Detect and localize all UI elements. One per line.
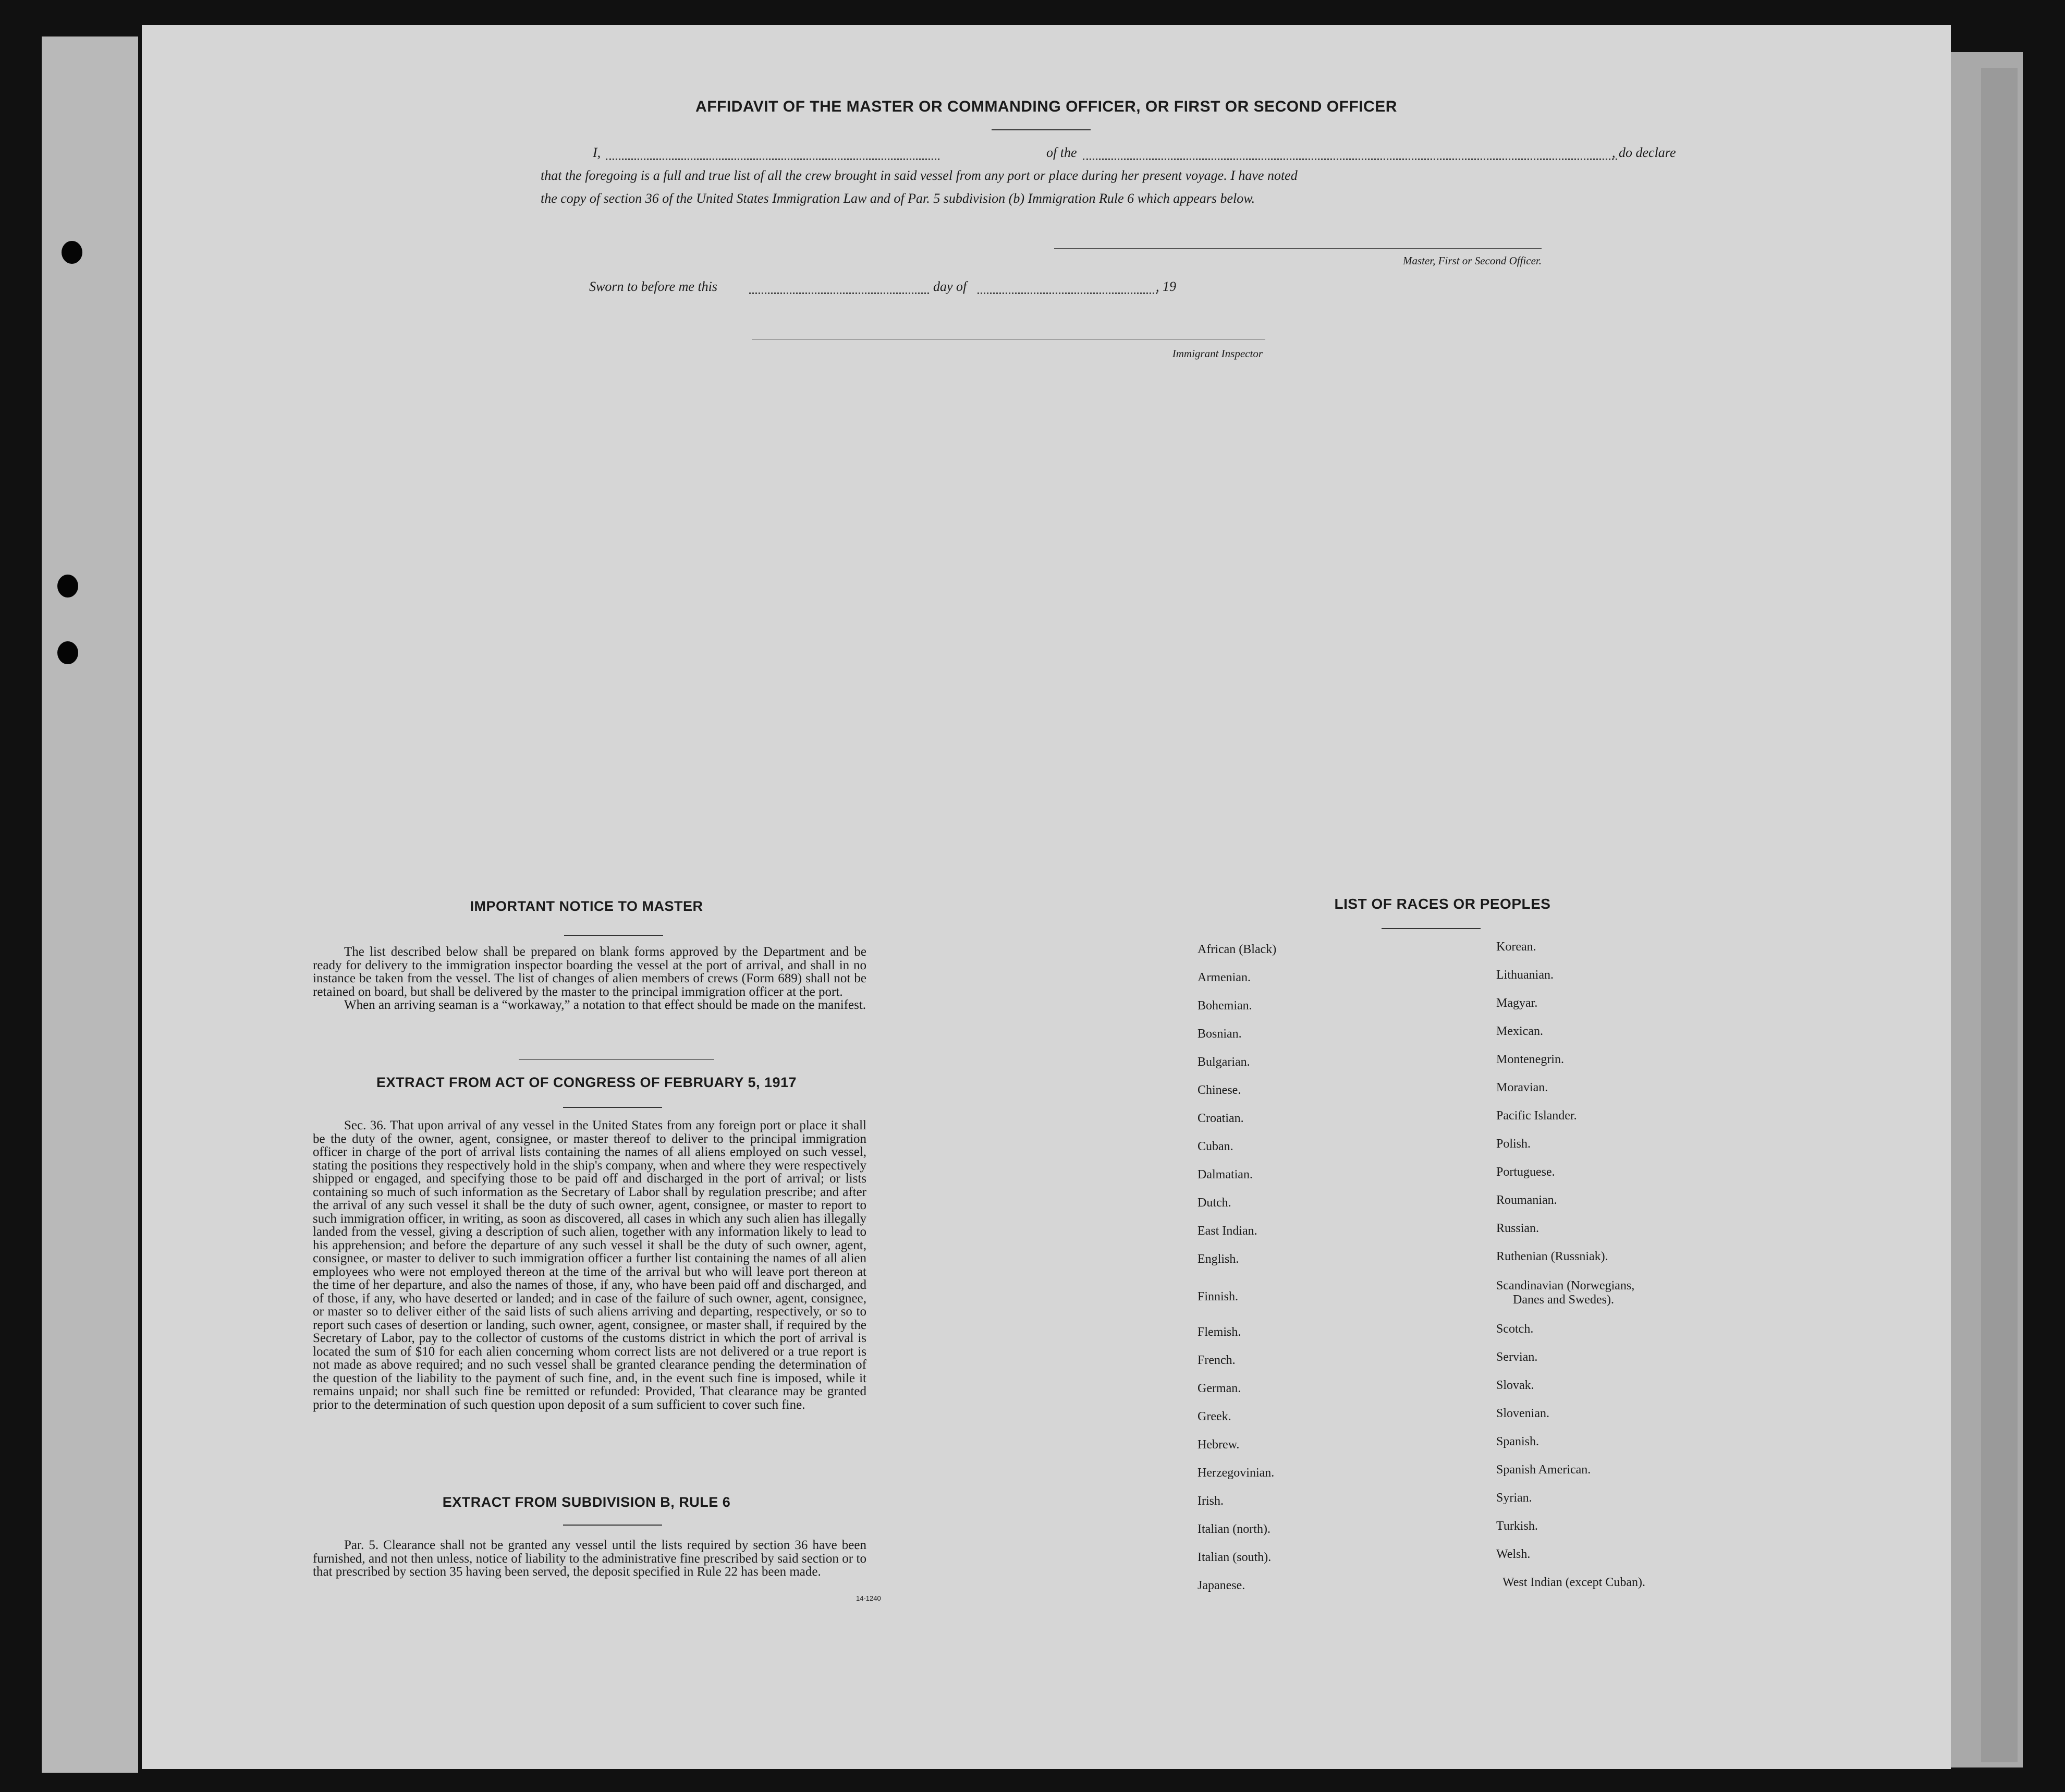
race-item: African (Black) xyxy=(1198,943,1277,956)
extract-rule-text xyxy=(313,1539,866,1579)
race-item: French. xyxy=(1198,1354,1236,1367)
of-the-label: of the xyxy=(1046,145,1077,160)
race-item: West Indian (except Cuban). xyxy=(1502,1576,1645,1589)
races-underline xyxy=(1382,928,1481,929)
race-item: Armenian. xyxy=(1198,971,1251,984)
race-item: Syrian. xyxy=(1496,1491,1532,1505)
race-item: Lithuanian. xyxy=(1496,968,1554,982)
extract-rule-title: EXTRACT FROM SUBDIVISION B, RULE 6 xyxy=(442,1494,731,1510)
title-underline xyxy=(992,129,1091,130)
race-item: Servian. xyxy=(1496,1350,1538,1364)
race-item: Italian (south). xyxy=(1198,1551,1272,1564)
race-item: Greek. xyxy=(1198,1410,1231,1423)
race-item: English. xyxy=(1198,1252,1239,1266)
notice-title: IMPORTANT NOTICE TO MASTER xyxy=(470,898,703,914)
race-item: Moravian. xyxy=(1496,1081,1548,1094)
race-item: Spanish American. xyxy=(1496,1463,1591,1477)
race-item: Bohemian. xyxy=(1198,999,1252,1013)
divider xyxy=(519,1059,714,1060)
master-label: Master, First or Second Officer. xyxy=(1403,254,1542,267)
notice-paragraph-2: When an arriving seaman is a “workaway,” a notation to that effect should be made on the manifest. xyxy=(344,998,866,1012)
race-item: Pacific Islander. xyxy=(1496,1109,1577,1123)
right-page-edge-back xyxy=(1981,68,2018,1762)
race-item: Scotch. xyxy=(1496,1322,1534,1336)
affidavit-title: AFFIDAVIT OF THE MASTER OR COMMANDING OFFICER, OR FIRST OR SECOND OFFICER xyxy=(695,98,1397,115)
race-item: East Indian. xyxy=(1198,1224,1257,1238)
race-item: Bulgarian. xyxy=(1198,1055,1250,1069)
race-item: Irish. xyxy=(1198,1494,1224,1508)
par-5-paragraph: Par. 5. Clearance shall not be granted any vessel until the lists required by section 36 have been furnished, and not then unless, notice of liability to the administrative fine prescribed by said section or to that prescribed by section 35 having been served, the deposit specified in Rule 22 has been made. xyxy=(313,1538,866,1579)
document-page xyxy=(142,25,1951,1769)
vessel-blank[interactable] xyxy=(1083,159,1617,160)
notice-text xyxy=(313,945,866,1012)
sworn-label: Sworn to before me this xyxy=(589,279,718,294)
race-item: Bosnian. xyxy=(1198,1027,1242,1041)
race-item: Croatian. xyxy=(1198,1112,1244,1125)
race-item: Korean. xyxy=(1496,940,1536,954)
binder-hole xyxy=(57,575,78,598)
master-signature-line[interactable] xyxy=(1054,248,1542,249)
race-item: Russian. xyxy=(1496,1222,1539,1235)
notice-paragraph-1: The list described below shall be prepared on blank forms approved by the Department and be ready for delivery to the immigration inspector boarding the vessel at the port of arrival, and shall in no instance be taken from the vessel. The list of changes of alien members of crews (Form 689) shall not be retained on board, but shall be delivered by the master to the principal immigration officer at the port. xyxy=(313,945,866,999)
notice-underline xyxy=(564,935,663,936)
inspector-label: Immigrant Inspector xyxy=(1172,347,1263,360)
race-item: Portuguese. xyxy=(1496,1165,1555,1179)
race-item: Japanese. xyxy=(1198,1579,1245,1592)
race-item: Herzegovinian. xyxy=(1198,1466,1275,1480)
race-item: German. xyxy=(1198,1382,1241,1395)
sworn-month-blank[interactable] xyxy=(977,292,1157,294)
race-item: Scandinavian (Norwegians, xyxy=(1496,1279,1635,1293)
race-item: Hebrew. xyxy=(1198,1438,1240,1452)
race-item: Magyar. xyxy=(1496,996,1538,1010)
year-label: , 19 xyxy=(1156,279,1176,294)
form-number: 14-1240 xyxy=(856,1594,881,1602)
name-blank[interactable] xyxy=(606,159,939,160)
race-item: Dutch. xyxy=(1198,1196,1231,1210)
races-title: LIST OF RACES OR PEOPLES xyxy=(1334,896,1551,912)
race-item: Welsh. xyxy=(1496,1547,1531,1561)
affidavit-text-line-2: the copy of section 36 of the United States Immigration Law and of Par. 5 subdivision (b) Immigration Rule 6 which appears below. xyxy=(541,191,1255,206)
race-item: Danes and Swedes). xyxy=(1513,1293,1614,1307)
affidavit-text-line-1: that the foregoing is a full and true list of all the crew brought in said vessel from any port or place during her present voyage. I have noted xyxy=(541,168,1298,183)
race-item: Flemish. xyxy=(1198,1325,1241,1339)
day-of-label: day of xyxy=(933,279,967,294)
extract-act-text xyxy=(313,1119,866,1411)
left-page-edge xyxy=(42,36,138,1773)
race-item: Dalmatian. xyxy=(1198,1168,1253,1181)
section-36-paragraph: Sec. 36. That upon arrival of any vessel in the United States from any foreign port or place it shall be the duty of the owner, agent, consignee, or master thereof to deliver to the principal immigration officer in charge of the port of arrival lists containing the names of all aliens employed on such vessel, stating the positions they respectively hold in the ship's company, when and where they were respectively shipped or engaged, and specifying those to be paid off and discharged in the port of arrival; or lists containing so much of such information as the Secretary of Labor shall by regulation prescribe; and after the arrival of any such vessel it shall be the duty of such owner, agent, consignee, or master to report to such immigration officer, in writing, as soon as discovered, all cases in which any such alien has illegally landed from the vessel, giving a description of such alien, together with any information likely to lead to his apprehension; and before the departure of any such vessel it shall be the duty of such owner, agent, consignee, or master to deliver to such immigration officer a further list containing the names of all alien employees who were not employed thereon at the time of the arrival but who will leave port thereon at the time of her departure, and also the names of those, if any, who have been paid off and discharged, and of those, if any, who have deserted or landed; and in case of the failure of such owner, agent, consignee, or master so to deliver either of the said lists of such aliens arriving and departing, respectively, or so to report such cases of desertion or landing, such owner, agent, consignee, or master shall, if required by the Secretary of Labor, pay to the collector of customs of the customs district in which the port of arrival is located the sum of $10 for each alien concerning whom correct lists are not delivered or a true report is not made as above required; and no such vessel shall be granted clearance pending the determination of the question of the liability to the payment of such fine, and, in the event such fine is imposed, while it remains unpaid; nor shall such fine be remitted or refunded: Provided, That clearance may be granted prior to the determination of such question upon deposit of a sum sufficient to cover such fine. xyxy=(313,1118,866,1412)
race-item: Montenegrin. xyxy=(1496,1053,1564,1066)
binder-hole xyxy=(62,241,82,264)
race-item: Italian (north). xyxy=(1198,1522,1270,1536)
race-item: Ruthenian (Russniak). xyxy=(1496,1250,1608,1263)
race-item: Cuban. xyxy=(1198,1140,1233,1153)
race-item: Polish. xyxy=(1496,1137,1531,1151)
extract-rule-underline xyxy=(563,1525,662,1526)
race-item: Slovenian. xyxy=(1496,1407,1549,1420)
i-label: I, xyxy=(593,145,601,160)
race-item: Roumanian. xyxy=(1496,1193,1557,1207)
race-item: Finnish. xyxy=(1198,1290,1239,1303)
race-item: Chinese. xyxy=(1198,1083,1241,1097)
binder-hole xyxy=(57,641,78,664)
sworn-date-blank[interactable] xyxy=(749,292,929,294)
race-item: Turkish. xyxy=(1496,1519,1538,1533)
do-declare-label: , do declare xyxy=(1612,145,1676,160)
extract-act-title: EXTRACT FROM ACT OF CONGRESS OF FEBRUARY 5, 1917 xyxy=(376,1075,797,1090)
extract-act-underline xyxy=(563,1107,662,1108)
race-item: Spanish. xyxy=(1496,1435,1539,1448)
race-item: Mexican. xyxy=(1496,1025,1543,1038)
race-item: Slovak. xyxy=(1496,1379,1534,1392)
